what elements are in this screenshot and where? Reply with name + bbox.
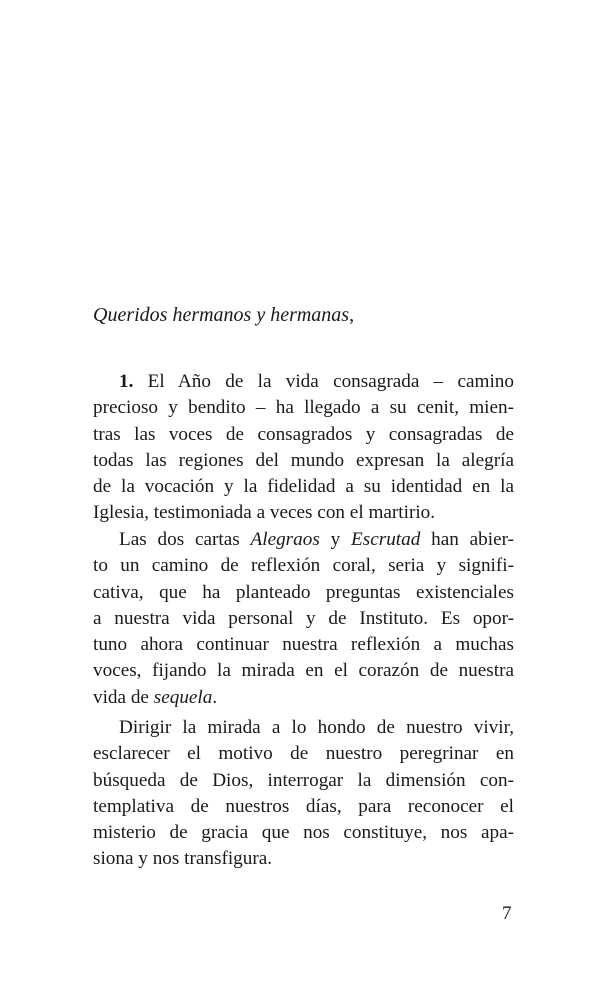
salutation-punct: , bbox=[349, 304, 355, 326]
text-line: de la vocación y la fidelidad a su identidad en la bbox=[93, 476, 514, 498]
text-line bbox=[93, 369, 514, 395]
text-line: Iglesia, testimoniada a veces con el martirio. bbox=[93, 502, 436, 524]
text-line: tras las voces de consagrados y consagradas de bbox=[93, 423, 514, 445]
line-text: vida de bbox=[93, 686, 154, 708]
line-text: . bbox=[212, 686, 218, 708]
paragraph-2 bbox=[93, 527, 514, 711]
text-line: misterio de gracia que nos constituye, nos apa- bbox=[93, 822, 514, 844]
text-line: Dirigir la mirada a lo hondo de nuestro vivir, bbox=[119, 717, 514, 738]
line-text: Las dos cartas bbox=[119, 529, 251, 550]
title-escrutad: Escrutad bbox=[351, 529, 421, 550]
text-line: to un camino de reflexión coral, seria y signifi- bbox=[93, 555, 514, 577]
page-number: 7 bbox=[502, 903, 512, 924]
text-line: esclarecer el motivo de nuestro peregrinar en bbox=[93, 743, 514, 765]
paragraph-1 bbox=[93, 369, 514, 527]
text-line bbox=[93, 685, 514, 711]
term-sequela: sequela bbox=[153, 686, 213, 708]
text-line: tuno ahora continuar nuestra reflexión a muchas bbox=[93, 634, 514, 656]
salutation-text: Queridos hermanos y hermanas bbox=[93, 304, 350, 326]
paragraph-number: 1. bbox=[119, 371, 134, 392]
line-text: El Año de la vida consagrada – camino bbox=[133, 371, 514, 392]
text-line: templativa de nuestros días, para reconocer el bbox=[93, 795, 514, 817]
title-alegraos: Alegraos bbox=[250, 529, 320, 550]
text-line bbox=[93, 527, 514, 553]
text-line: voces, fijando la mirada en el corazón de nuestra bbox=[93, 660, 514, 682]
text-line: precioso y bendito – ha llegado a su cenit, mien- bbox=[93, 397, 514, 419]
text-line: cativa, que ha planteado preguntas existenciales bbox=[93, 581, 514, 603]
salutation bbox=[93, 304, 354, 327]
line-text: han abier- bbox=[420, 529, 514, 550]
text-line: búsqueda de Dios, interrogar la dimensión con- bbox=[93, 769, 514, 791]
text-line: siona y nos transfigura. bbox=[93, 848, 273, 870]
paragraph-3 bbox=[93, 715, 514, 873]
text-line: a nuestra vida personal y de Instituto. Es opor- bbox=[93, 607, 514, 629]
text-line: todas las regiones del mundo expresan la alegría bbox=[93, 449, 514, 471]
line-text: y bbox=[319, 529, 352, 550]
